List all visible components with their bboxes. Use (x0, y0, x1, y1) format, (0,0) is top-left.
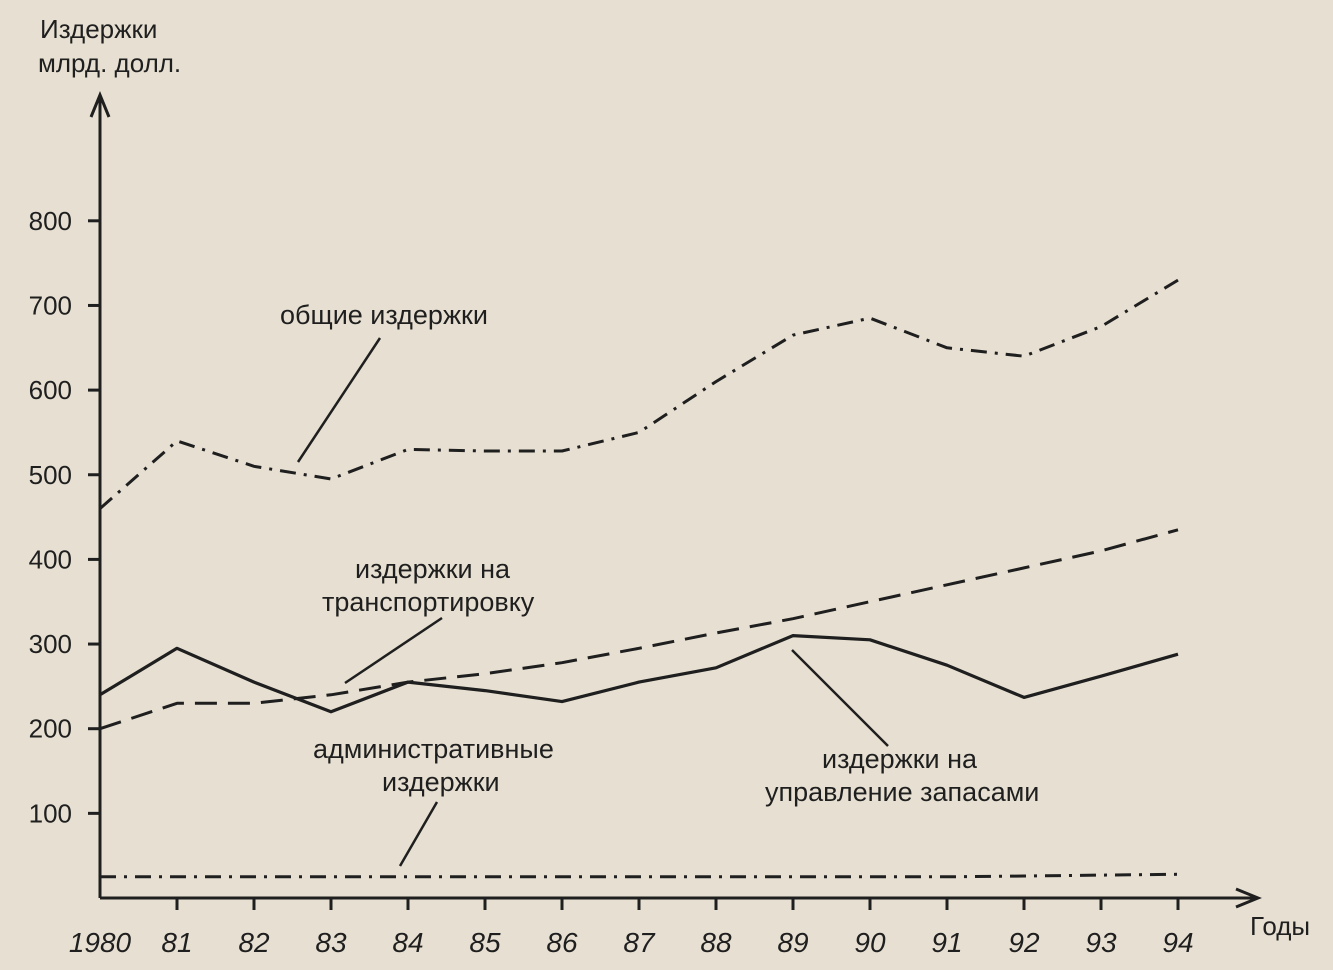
x-tick-label: 83 (315, 927, 347, 958)
y-tick-label: 800 (28, 205, 72, 236)
y-axis-title-line2: млрд. долл. (38, 48, 182, 78)
annotation-inventory-costs-line1: издержки на (822, 744, 978, 774)
series-line-0 (100, 280, 1178, 509)
y-tick-label: 700 (28, 290, 72, 321)
series-line-1 (100, 530, 1178, 729)
leader-admin-costs (400, 802, 437, 866)
x-tick-label: 84 (392, 927, 424, 958)
leader-transport-costs (345, 618, 442, 683)
annotation-admin-costs-line2: издержки (382, 767, 500, 797)
annotation-inventory-costs-line2: управление запасами (765, 777, 1040, 807)
y-tick-label: 300 (28, 629, 72, 660)
x-tick-label: 81 (161, 927, 193, 958)
annotation-admin-costs-line1: административные (313, 734, 554, 764)
x-tick-label: 87 (623, 927, 655, 958)
y-tick-label: 500 (28, 459, 72, 490)
x-tick-label: 86 (546, 927, 578, 958)
y-tick-label: 400 (28, 544, 72, 575)
y-axis-title-line1: Издержки (40, 14, 158, 44)
x-tick-label: 1980 (68, 927, 132, 958)
annotation-total-costs: общие издержки (280, 300, 488, 330)
annotation-transport-costs-line1: издержки на (355, 554, 511, 584)
x-tick-label: 94 (1162, 927, 1194, 958)
leader-total-costs (298, 338, 380, 462)
x-ticks (69, 898, 1194, 958)
leader-inventory-costs (792, 650, 888, 746)
series-line-3 (100, 874, 1178, 877)
x-tick-label: 90 (854, 927, 886, 958)
x-tick-label: 92 (1008, 927, 1040, 958)
y-tick-label: 200 (28, 713, 72, 744)
x-tick-label: 85 (469, 927, 501, 958)
x-tick-label: 88 (700, 927, 732, 958)
x-axis-title: Годы (1250, 911, 1311, 941)
x-tick-label: 82 (238, 927, 270, 958)
annotation-transport-costs-line2: транспортировку (322, 587, 535, 617)
x-tick-label: 89 (777, 927, 809, 958)
x-tick-label: 93 (1085, 927, 1117, 958)
y-tick-label: 600 (28, 375, 72, 406)
y-ticks (29, 206, 100, 829)
x-tick-label: 91 (931, 927, 963, 958)
y-tick-label: 100 (28, 798, 72, 829)
